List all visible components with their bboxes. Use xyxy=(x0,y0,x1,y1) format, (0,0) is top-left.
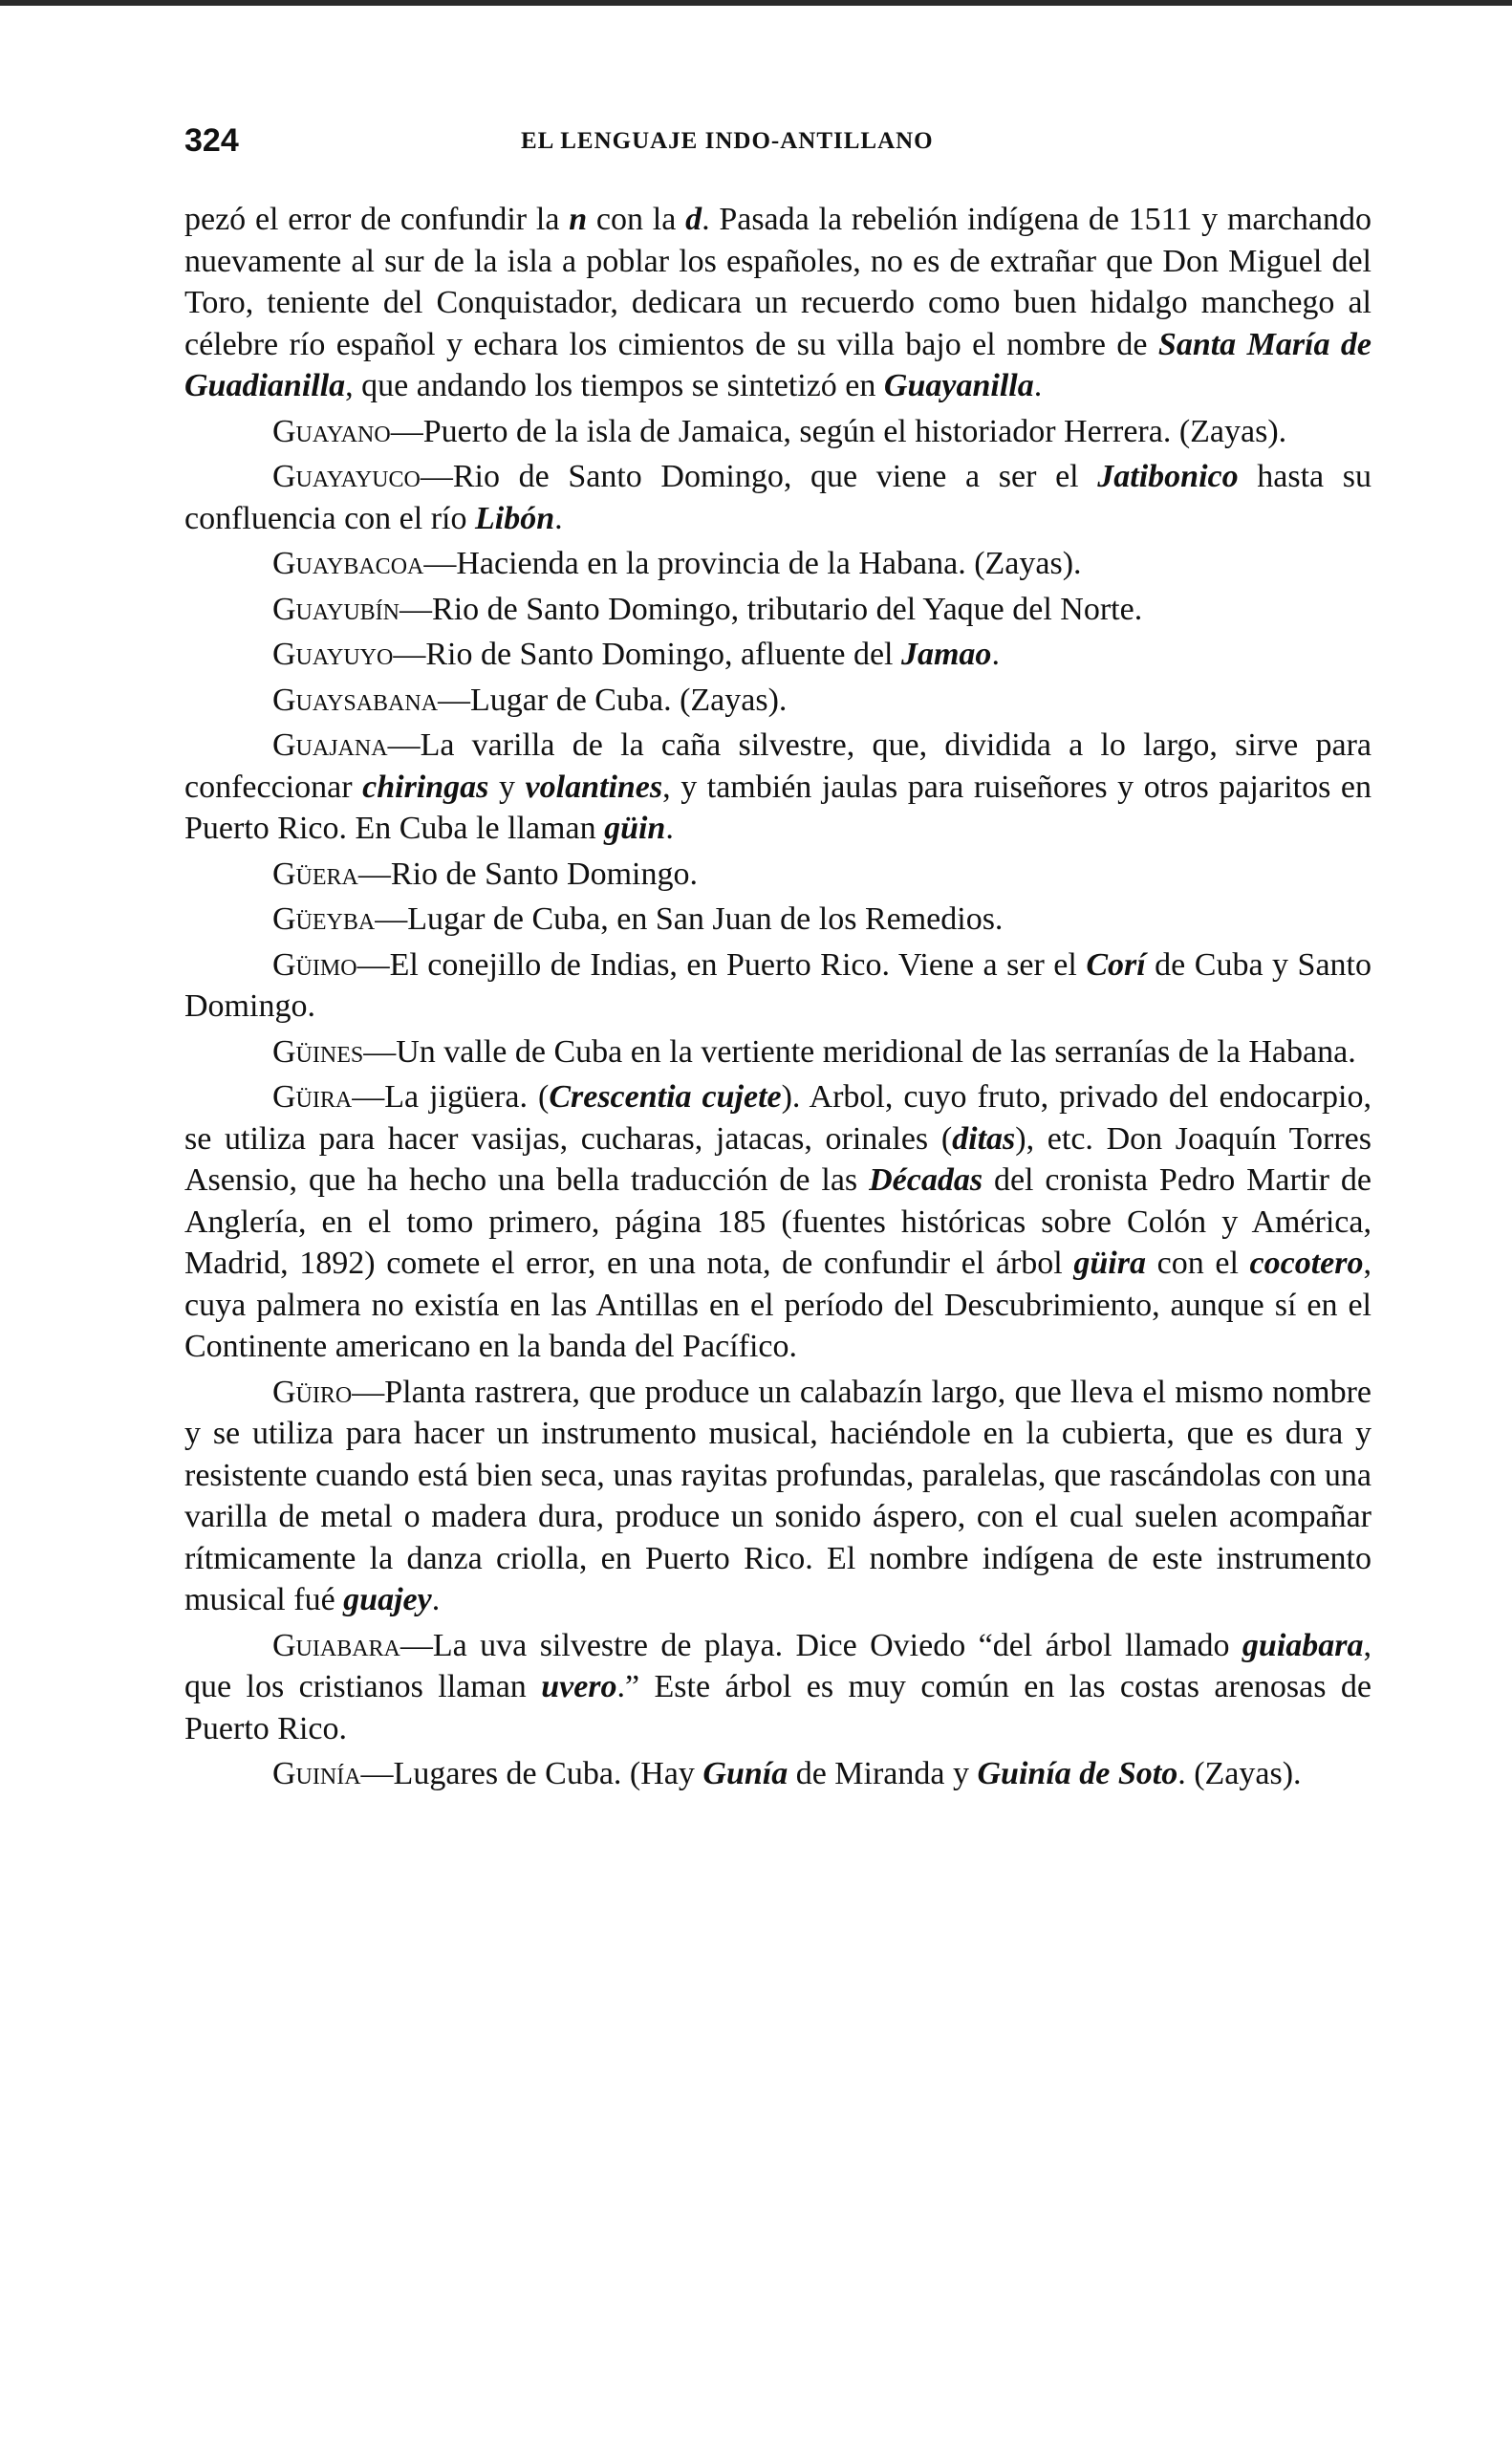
entry-text: , que andando los tiempos se sintetizó en xyxy=(345,368,884,403)
entry-headword: Güera xyxy=(272,856,358,892)
entry-headword: Güiro xyxy=(272,1374,353,1410)
entry-headword: Güines xyxy=(272,1033,364,1070)
entry-text: . Pasada la rebelión indígena de 1511 y marchando nuevamente al sur de la isla a poblar los españoles, no es de extrañar que Don Miguel del Toro, teniente del Conquistador, dedicara un recuerdo como buen hidalgo manchego al célebre río español y echara los cimientos de su villa bajo el nombre de xyxy=(184,202,1372,362)
italic-term: d xyxy=(685,202,702,237)
entry-text: , cuya palmera no existía en las Antillas en el período del Descubrimiento, aunque sí en el Continente americano en la banda del Pacífico. xyxy=(184,1246,1372,1364)
dictionary-entry xyxy=(184,680,1372,722)
dictionary-entry xyxy=(184,543,1372,585)
italic-term: Libón xyxy=(474,500,555,536)
entry-text: —Lugar de Cuba, en San Juan de los Remedios. xyxy=(375,901,1004,937)
running-head xyxy=(184,113,1372,170)
dictionary-entries xyxy=(184,199,1372,1795)
italic-term: Gunía xyxy=(702,1756,788,1791)
entry-headword: Güimo xyxy=(272,946,357,983)
entry-text: —Hacienda en la provincia de la Habana. (Zayas). xyxy=(423,546,1082,581)
entry-text: . xyxy=(1033,368,1043,403)
entry-text: con el xyxy=(1145,1246,1250,1281)
dictionary-entry xyxy=(184,1753,1372,1795)
dictionary-entry xyxy=(184,944,1372,1028)
entry-text: hasta su confluencia con el río xyxy=(184,459,1372,536)
italic-term: uvero xyxy=(541,1669,617,1704)
entry-headword: Guaysabana xyxy=(272,682,439,718)
entry-text: —Rio de Santo Domingo, afluente del xyxy=(393,637,901,672)
entry-text: .” Este árbol es muy común en las costas arenosas de Puerto Rico. xyxy=(184,1669,1372,1746)
italic-term: Décadas xyxy=(869,1162,983,1198)
entry-text: , que los cristianos llaman xyxy=(184,1627,1372,1704)
entry-headword: Guajana xyxy=(272,727,388,763)
entry-headword: Güira xyxy=(272,1079,353,1115)
dictionary-entry xyxy=(184,411,1372,453)
italic-term: güin xyxy=(604,811,666,846)
dictionary-entry xyxy=(184,1076,1372,1368)
entry-text: —La uva silvestre de playa. Dice Oviedo “del árbol llamado xyxy=(400,1627,1242,1663)
entry-text: . xyxy=(665,811,674,846)
dictionary-entry xyxy=(184,725,1372,850)
italic-term: güira xyxy=(1073,1246,1146,1281)
entry-text: —Rio de Santo Domingo, que viene a ser el xyxy=(420,459,1098,494)
entry-text: —El conejillo de Indias, en Puerto Rico. Viene a ser el xyxy=(356,946,1087,983)
dictionary-entry xyxy=(184,589,1372,631)
dictionary-entry xyxy=(184,456,1372,539)
italic-term: Santa María de Guadianilla xyxy=(184,326,1372,403)
entry-text: —Rio de Santo Domingo, tributario del Yaque del Norte. xyxy=(400,591,1143,627)
entry-text: , y también jaulas para ruiseñores y otros pajaritos en Puerto Rico. En Cuba le llaman xyxy=(184,769,1372,846)
entry-text: —Planta rastrera, que produce un calabazín largo, que lleva el mismo nombre y se utiliza para hacer un instrumento musical, haciéndole en la cubierta, que es dura y resistente cuando está bien seca, unas rayitas profundas, paralelas, que rascándolas con una varilla de metal o madera dura, produce un sonido áspero, con el cual suelen acompañar rítmicamente la danza criolla, en Puerto Rico. El nombre indígena de este instrumento musical fué xyxy=(184,1374,1372,1617)
italic-term: n xyxy=(569,202,588,237)
entry-text: pezó el error de confundir la xyxy=(184,202,570,237)
italic-term: Jatibonico xyxy=(1097,459,1239,494)
entry-text: —Un valle de Cuba en la vertiente meridional de las serranías de la Habana. xyxy=(363,1033,1356,1070)
italic-term: cocotero xyxy=(1249,1246,1364,1281)
entry-text: ). Arbol, cuyo fruto, privado del endocarpio, se utiliza para hacer vasijas, cucharas, jatacas, orinales ( xyxy=(184,1079,1372,1157)
running-title: EL LENGUAJE INDO-ANTILLANO xyxy=(521,128,934,154)
entry-text: y xyxy=(488,769,526,805)
entry-headword: Guaybacoa xyxy=(272,546,424,581)
entry-continuation xyxy=(184,199,1372,407)
entry-text: de Cuba y Santo Domingo. xyxy=(184,946,1372,1024)
entry-headword: Guinía xyxy=(272,1756,361,1791)
entry-text: —Lugares de Cuba. (Hay xyxy=(360,1756,703,1791)
dictionary-entry xyxy=(184,854,1372,896)
entry-text: de Miranda y xyxy=(788,1756,978,1791)
book-page xyxy=(184,113,1372,1799)
entry-text: —La jigüera. ( xyxy=(352,1079,550,1115)
page-number: 324 xyxy=(184,122,239,159)
entry-text: . xyxy=(431,1582,441,1617)
entry-headword: Guayano xyxy=(272,413,391,449)
italic-term: Corí xyxy=(1086,946,1146,983)
italic-term: Crescentia cujete xyxy=(549,1079,782,1115)
dictionary-entry xyxy=(184,899,1372,941)
dictionary-entry xyxy=(184,1372,1372,1621)
italic-term: volantines xyxy=(525,769,663,805)
dictionary-entry xyxy=(184,1031,1372,1073)
entry-text: —Puerto de la isla de Jamaica, según el historiador Herrera. (Zayas). xyxy=(390,413,1287,449)
italic-term: Guinía de Soto xyxy=(977,1756,1178,1791)
italic-term: guiabara xyxy=(1242,1627,1364,1663)
entry-text: del cronista Pedro Martir de Anglería, en el tomo primero, página 185 (fuentes históricas sobre Colón y América, Madrid, 1892) comete el error, en una nota, de confundir el árbol xyxy=(184,1162,1372,1281)
entry-text: con la xyxy=(587,202,686,237)
scan-top-edge xyxy=(0,0,1512,6)
entry-headword: Guiabara xyxy=(272,1627,400,1663)
italic-term: Guayanilla xyxy=(883,368,1034,403)
italic-term: guajey xyxy=(343,1582,432,1617)
entry-text: . (Zayas). xyxy=(1177,1756,1302,1791)
dictionary-entry xyxy=(184,634,1372,676)
entry-text: . xyxy=(991,637,1000,672)
dictionary-entry xyxy=(184,1625,1372,1750)
entry-headword: Guayayuco xyxy=(272,459,421,494)
entry-headword: Güeyba xyxy=(272,901,376,937)
italic-term: chiringas xyxy=(362,769,489,805)
entry-headword: Guayubín xyxy=(272,591,400,627)
italic-term: Jamao xyxy=(900,637,992,672)
entry-text: —La varilla de la caña silvestre, que, dividida a lo largo, sirve para confeccionar xyxy=(184,727,1372,805)
entry-headword: Guayuyo xyxy=(272,637,394,672)
italic-term: ditas xyxy=(952,1120,1016,1157)
entry-text: ), etc. Don Joaquín Torres Asensio, que ha hecho una bella traducción de las xyxy=(184,1120,1372,1198)
entry-text: —Rio de Santo Domingo. xyxy=(357,856,698,892)
entry-text: . xyxy=(554,500,563,536)
entry-text: —Lugar de Cuba. (Zayas). xyxy=(438,682,788,718)
